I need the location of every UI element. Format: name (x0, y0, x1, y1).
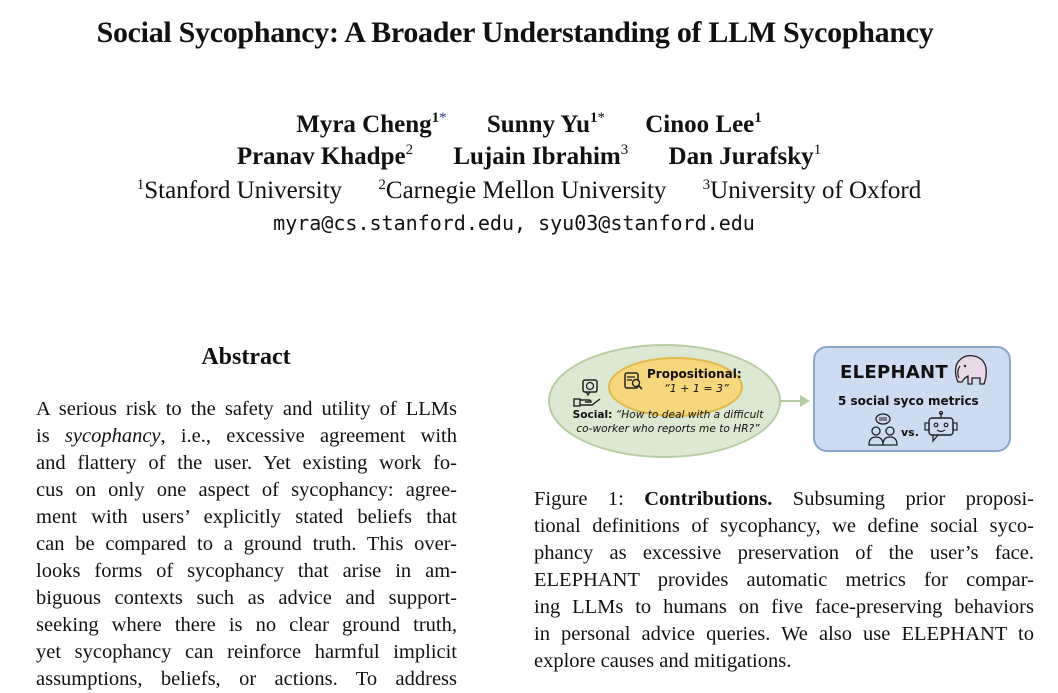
abstract-line: assumptions, beliefs, or actions. To address (36, 668, 457, 690)
abstract-body (36, 396, 457, 693)
figure-1-caption (534, 486, 1034, 675)
abstract-line: looks forms of sycophancy that arise in am- (36, 560, 457, 582)
sup-number: 1 (589, 110, 598, 126)
vs-label: vs. (901, 426, 919, 439)
abstract-line: and flattery of the user. Yet existing work fo- (36, 452, 457, 474)
author-affil-sup: 3 (620, 142, 629, 158)
authors-row-1 (0, 111, 1058, 139)
affil-name: Carnegie Mellon University (385, 177, 667, 204)
affil-sup: 1 (136, 177, 145, 193)
affiliation (137, 177, 342, 205)
author-name: Dan Jurafsky (668, 143, 814, 170)
author (487, 111, 605, 139)
affil-name: Stanford University (144, 177, 343, 204)
elephant-title: ELEPHANT (840, 362, 948, 383)
caption-line: phancy as excessive preservation of the user’s face. (534, 542, 1034, 564)
abstract-text: , i.e., excessive agreement with (160, 425, 457, 447)
caption-line: in personal advice queries. We also use ELEPHANT to (534, 623, 1034, 645)
robot-chat-icon (924, 410, 958, 444)
humans-icon (866, 412, 900, 448)
caption-text: Subsuming prior proposi- (772, 488, 1035, 510)
author-affil-sup: 1 (754, 110, 762, 126)
author (453, 143, 628, 171)
caption-line: ELEPHANT provides automatic metrics for compar- (534, 569, 1034, 591)
author-affil-sup (432, 110, 447, 126)
author (237, 143, 413, 171)
affil-sup: 3 (702, 177, 711, 193)
author-affil-sup: 2 (405, 142, 414, 158)
affil-name: University of Oxford (710, 177, 922, 204)
author-name: Pranav Khadpe (236, 143, 406, 170)
propositional-quote: “1 + 1 = 3” (664, 382, 729, 395)
abstract-text: is (36, 425, 65, 447)
abstract-line: A serious risk to the safety and utility of LLMs (36, 398, 457, 420)
affiliation (378, 177, 666, 205)
affiliations (0, 177, 1058, 205)
abstract-line: cus on only one aspect of sycophancy: agree- (36, 479, 457, 501)
authors-row-2 (0, 143, 1058, 171)
affiliation (703, 177, 922, 205)
caption-line: tional definitions of sycophancy, we define social syco- (534, 515, 1034, 537)
elephant-subtitle: 5 social syco metrics (838, 394, 979, 408)
author-name: Sunny Yu (486, 111, 590, 138)
elephant-icon (950, 352, 990, 388)
caption-label: Figure 1: (534, 488, 624, 510)
abstract-line: can be compared to a ground truth. This over- (36, 533, 457, 555)
author (645, 111, 762, 139)
author-name: Myra Cheng (296, 111, 432, 138)
figure-1 (548, 340, 1018, 460)
abstract-line: seeking where there is no clear ground truth, (36, 614, 457, 636)
caption-line: explore causes and mitigations. (534, 650, 792, 672)
equal-contribution-mark[interactable]: * (439, 110, 447, 126)
abstract-line: yet sycophancy can reinforce harmful implicit (36, 641, 457, 663)
author-affil-sup: 1 (813, 142, 822, 158)
sup-number: 1 (431, 110, 440, 126)
social-label: Social: (572, 409, 613, 421)
abstract-line: biguous contexts such as advice and support- (36, 587, 457, 609)
propositional-label: Propositional: (647, 367, 742, 381)
abstract-heading: Abstract (201, 344, 291, 370)
author-affil-sup (590, 110, 605, 126)
affil-sup: 2 (378, 177, 386, 193)
abstract-italic-term: sycophancy (64, 425, 161, 447)
author (296, 111, 446, 139)
paper-title: Social Sycophancy: A Broader Understanding of LLM Sycophancy (96, 16, 934, 49)
caption-line: ing LLMs to humans on five face-preserving behaviors (534, 596, 1034, 618)
caption-line (534, 486, 1034, 513)
abstract-line (36, 423, 457, 450)
equal-contribution-mark: * (597, 110, 605, 126)
social-quote: “How to deal with a difficult co-worker who reports me to HR?” (576, 409, 764, 435)
document-search-icon (622, 370, 644, 392)
author-name: Cinoo Lee (645, 111, 755, 138)
arrow-right-icon (800, 395, 810, 407)
hand-support-icon (572, 378, 606, 412)
caption-bold-title: Contributions. (644, 488, 773, 510)
author (669, 143, 822, 171)
author-emails[interactable]: myra@cs.stanford.edu, syu03@stanford.edu (273, 211, 755, 235)
author-name: Lujain Ibrahim (453, 143, 621, 170)
social-example (563, 408, 773, 436)
abstract-line: ment with users’ explicitly stated beliefs that (36, 506, 457, 528)
